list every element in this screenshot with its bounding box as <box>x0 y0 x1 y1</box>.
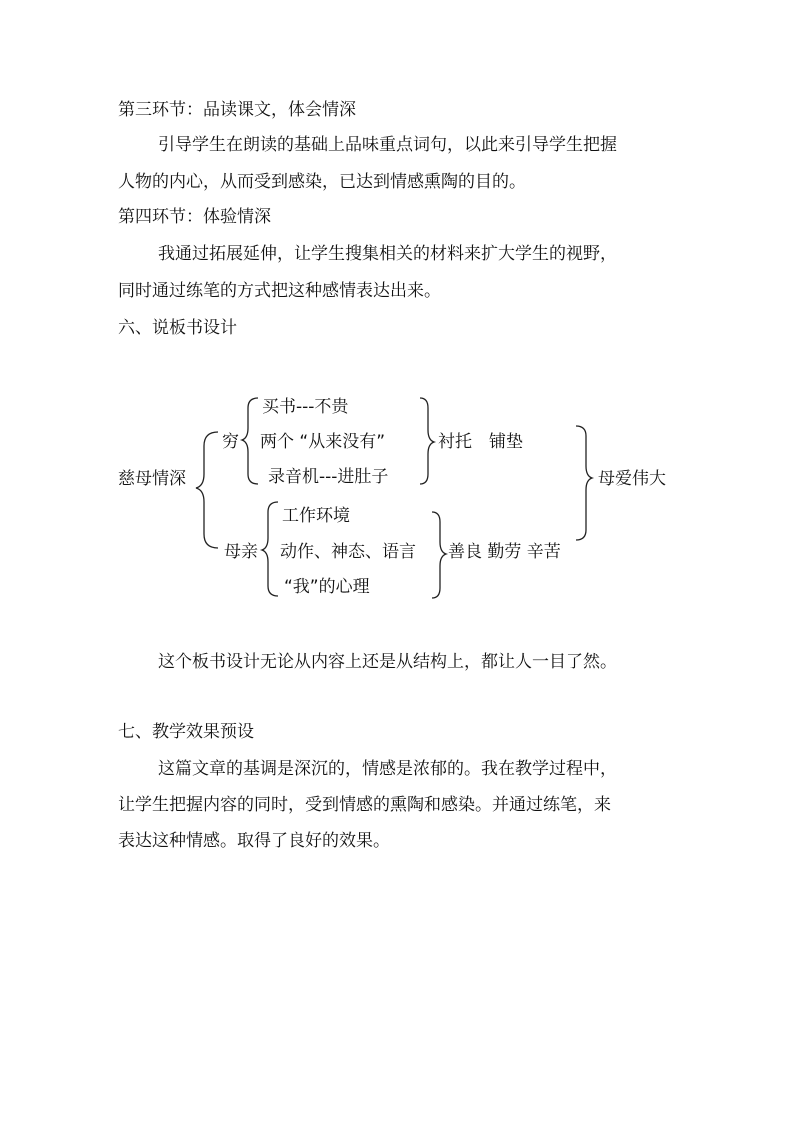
poor-right-brace <box>420 398 434 484</box>
section3-paragraph-line2: 人物的内心，从而受到感染，已达到情感熏陶的目的。 <box>118 172 526 192</box>
board-branch1-item: 两个 “从来没有” <box>260 432 386 452</box>
board-branch2-item: “我”的心理 <box>284 577 370 597</box>
board-root-label: 慈母情深 <box>118 469 186 489</box>
board-branch2-result: 善良 勤劳 辛苦 <box>448 542 561 562</box>
mother-right-brace <box>432 512 446 598</box>
section7-paragraph-line3: 表达这种情感。取得了良好的效果。 <box>118 831 390 851</box>
section4-heading: 第四环节：体验情深 <box>118 207 271 227</box>
section7-paragraph-line1: 这篇文章的基调是深沉的，情感是浓郁的。我在教学过程中， <box>158 759 617 779</box>
section4-paragraph-line2: 同时通过练笔的方式把这种感情表达出来。 <box>118 281 441 301</box>
poor-left-brace <box>242 398 258 484</box>
board-branch2-item: 动作、神态、语言 <box>280 542 416 562</box>
section7-paragraph-line2: 让学生把握内容的同时，受到情感的熏陶和感染。并通过练笔，来 <box>118 795 611 815</box>
board-branch1-item: 录音机---进肚子 <box>268 467 389 487</box>
board-branch1-label: 穷 <box>222 432 239 452</box>
section6-comment: 这个板书设计无论从内容上还是从结构上，都让人一目了然。 <box>158 652 617 672</box>
board-conclusion-label: 母爱伟大 <box>598 469 666 489</box>
section6-heading: 六、说板书设计 <box>118 318 237 338</box>
board-branch2-item: 工作环境 <box>282 506 350 526</box>
section3-paragraph-line1: 引导学生在朗读的基础上品味重点词句，以此来引导学生把握 <box>158 135 617 155</box>
section7-heading: 七、教学效果预设 <box>118 722 254 742</box>
board-branch2-label: 母亲 <box>224 542 258 562</box>
section3-heading: 第三环节：品读课文，体会情深 <box>118 100 356 120</box>
conclusion-brace <box>576 426 592 540</box>
mother-left-brace <box>262 502 278 596</box>
section4-paragraph-line1: 我通过拓展延伸，让学生搜集相关的材料来扩大学生的视野， <box>158 244 617 264</box>
root-brace <box>196 432 218 548</box>
board-branch1-item: 买书---不贵 <box>262 397 349 417</box>
board-branch1-result: 衬托 铺垫 <box>438 432 523 452</box>
